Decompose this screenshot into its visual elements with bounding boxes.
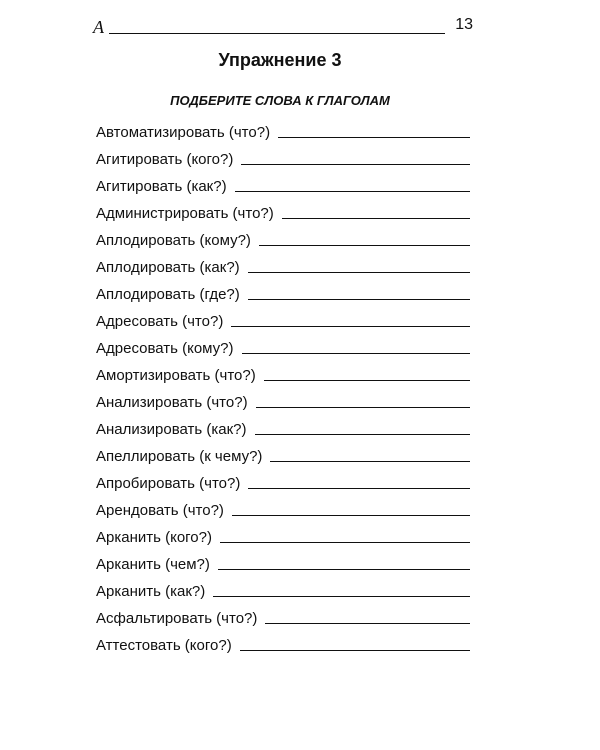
verb-prompt: Агитировать (кого?) — [96, 151, 234, 168]
verb-prompt: Анализировать (что?) — [96, 394, 248, 411]
exercise-row — [96, 547, 470, 574]
exercise-row — [96, 520, 470, 547]
answer-line[interactable] — [248, 298, 470, 300]
verb-prompt: Аплодировать (как?) — [96, 259, 240, 276]
verb-prompt: Апеллировать (к чему?) — [96, 448, 263, 465]
page-number: 13 — [455, 16, 473, 33]
exercise-row — [96, 385, 470, 412]
exercise-row — [96, 115, 470, 142]
exercise-row — [96, 601, 470, 628]
verb-prompt: Аттестовать (кого?) — [96, 637, 232, 654]
verb-prompt: Асфальтировать (что?) — [96, 610, 258, 627]
answer-line[interactable] — [270, 460, 470, 462]
exercise-row — [96, 277, 470, 304]
verb-prompt: Адресовать (кому?) — [96, 340, 234, 357]
verb-prompt: Адресовать (что?) — [96, 313, 224, 330]
verb-prompt: Арендовать (что?) — [96, 502, 224, 519]
verb-prompt: Анализировать (как?) — [96, 421, 247, 438]
exercise-title: Упражнение 3 — [218, 50, 342, 70]
exercise-row — [96, 493, 470, 520]
exercise-row — [96, 331, 470, 358]
answer-line[interactable] — [248, 271, 470, 273]
answer-line[interactable] — [255, 433, 471, 435]
exercise-row — [96, 439, 470, 466]
exercise-row — [96, 412, 470, 439]
verb-prompt: Апробировать (что?) — [96, 475, 241, 492]
exercise-row — [96, 142, 470, 169]
exercise-row — [96, 169, 470, 196]
answer-line[interactable] — [265, 622, 470, 624]
page-header — [93, 16, 473, 38]
section-letter: А — [93, 17, 104, 37]
exercise-row — [96, 358, 470, 385]
exercise-row — [96, 574, 470, 601]
verb-prompt: Агитировать (как?) — [96, 178, 227, 195]
verb-prompt: Арканить (как?) — [96, 583, 206, 600]
answer-line[interactable] — [231, 325, 470, 327]
verb-prompt: Администрировать (что?) — [96, 205, 274, 222]
answer-line[interactable] — [264, 379, 470, 381]
verb-prompt: Амортизировать (что?) — [96, 367, 256, 384]
answer-line[interactable] — [256, 406, 470, 408]
verb-prompt: Аплодировать (где?) — [96, 286, 240, 303]
verb-prompt: Арканить (чем?) — [96, 556, 210, 573]
header-rule — [109, 33, 445, 34]
answer-line[interactable] — [259, 244, 470, 246]
answer-line[interactable] — [282, 217, 470, 219]
exercise-row — [96, 196, 470, 223]
answer-line[interactable] — [232, 514, 470, 516]
verb-prompt: Аплодировать (кому?) — [96, 232, 251, 249]
answer-line[interactable] — [218, 568, 470, 570]
answer-line[interactable] — [248, 487, 470, 489]
answer-line[interactable] — [278, 136, 470, 138]
exercise-rows — [96, 115, 470, 655]
answer-line[interactable] — [213, 595, 470, 597]
answer-line[interactable] — [241, 163, 470, 165]
exercise-row — [96, 466, 470, 493]
answer-line[interactable] — [220, 541, 470, 543]
answer-line[interactable] — [240, 649, 470, 651]
exercise-row — [96, 628, 470, 655]
exercise-row — [96, 223, 470, 250]
exercise-row — [96, 250, 470, 277]
answer-line[interactable] — [242, 352, 470, 354]
answer-line[interactable] — [235, 190, 470, 192]
verb-prompt: Автоматизировать (что?) — [96, 124, 271, 141]
exercise-instruction: ПОДБЕРИТЕ СЛОВА К ГЛАГОЛАМ — [170, 93, 390, 108]
exercise-row — [96, 304, 470, 331]
verb-prompt: Арканить (кого?) — [96, 529, 212, 546]
